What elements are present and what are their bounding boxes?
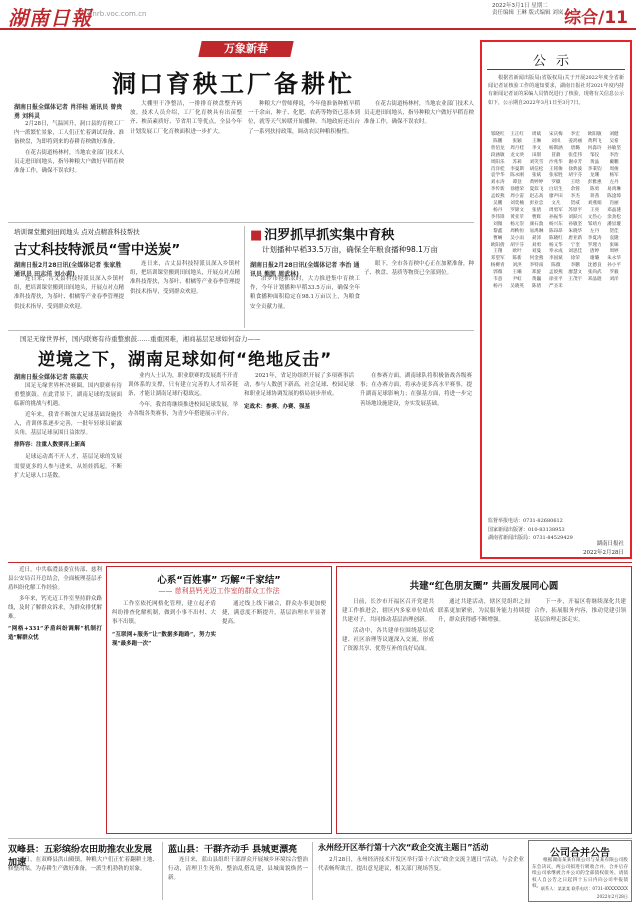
notice-name: 邹晓红 — [490, 132, 505, 137]
feature-col-3 — [244, 372, 354, 542]
notice-name: 张倩 — [531, 207, 542, 213]
notice-name: 王琳 — [531, 138, 542, 144]
box2-paragraph: 日前，长沙市开福区召开党建共建工作推进会，辖区内多家单位结成共建对子，共同推动基层治理创新。 — [342, 599, 434, 624]
notice-name: 胡信松 — [529, 166, 544, 172]
notice-name: 黄巍 — [531, 277, 542, 283]
notice-name: 李传新 — [490, 187, 505, 193]
notice-date: 2022年2月28日 — [583, 550, 624, 556]
notice-name: 罗锦文 — [510, 207, 524, 213]
tech-byline: 湖南日报2月28日讯(全媒体记者 张家胜 通讯员 田志洋 刘小莉) — [14, 262, 122, 278]
notice-name: 吴希 — [609, 138, 619, 144]
item4-body — [168, 856, 308, 900]
notice-name: 孟姣燕 — [490, 194, 505, 200]
notice-name: 谢卓芳 — [568, 159, 583, 165]
kicker-text: 万象新春 — [224, 42, 268, 55]
notice-name: 张颖 — [512, 138, 522, 144]
notice-name: 廖慧文 — [568, 270, 583, 276]
notice-name: 段涵敏 — [490, 152, 505, 158]
notice-name: 孟姣燕 — [548, 270, 563, 276]
notice-name: 徐德荣 — [510, 187, 524, 193]
notice-name: 沈德良 — [587, 263, 602, 269]
box2-headline: 共建“红色朋友圈” 共画发展同心圆 — [409, 581, 559, 592]
notice-name: 陈晓红 — [548, 235, 563, 241]
ad-title: 公司合并公告 — [550, 848, 610, 859]
notice-name: 龙珊 — [590, 173, 600, 179]
column-divider — [312, 842, 313, 900]
notice-name: 孙敏坚 — [568, 221, 583, 227]
notice-name: 杨丹 — [493, 207, 503, 213]
box2-paragraph: 活动中，各共建单位围绕基层党建、社区治理等议题深入交流，形成了资源共享、优势互补的良好局面。 — [342, 627, 434, 653]
notice-name: 陈鹏 — [493, 138, 503, 144]
box1-paragraph: 通过线上线下融合，群众办事更加便捷，满意度不断提升，基层治理水平显著提高。 — [222, 601, 326, 626]
tech-subhead: 培训课堂搬到田间地头 点对点精准科技帮扶 — [14, 228, 140, 236]
bottom-paragraph: 多年来，钙光迈工作室坚持群众路线，及时了解群众诉求，为群众排忧解难。 — [8, 595, 102, 621]
notice-name: 欧阳敏 — [587, 132, 602, 137]
notice-name: 邓晶琎 — [607, 207, 621, 213]
notice-name: 龙文泱 — [510, 152, 524, 158]
feature-paragraph: 今年，我省将继续推进校园足球发展，举办各级各类赛事，为青少年搭建展示平台。 — [128, 401, 239, 417]
notice-name: 邓晶琎 — [587, 277, 602, 283]
lead-col-2 — [130, 100, 242, 220]
tech-paragraph: 连日来，古丈县科技特派员深入乡镇村组，把培训课堂搬到田间地头，开展点对点精准科技帮扶，为茶叶、柑橘等产业春季管理提供技术指导，受到群众欢迎。 — [130, 261, 241, 295]
tech-col-1 — [14, 275, 124, 327]
notice-name: 刘跃兴 — [568, 214, 583, 220]
feature-paragraph: 业内人士认为，职业联赛的发展离不开青训体系的支撑，只有建立完善的人才培养链条，才能让湖南足球行稳致远。 — [128, 373, 239, 398]
notice-name: 欧阳倩 — [490, 242, 505, 248]
notice-name: 刘微 — [493, 221, 503, 227]
bottom-intro-col — [8, 566, 102, 836]
notice-name: 李杰 — [570, 194, 580, 200]
notice-name: 杨又华 — [548, 242, 563, 248]
luobang-col-1 — [250, 275, 360, 327]
notice-name: 李治 — [609, 152, 619, 158]
notice-name: 王翔 — [493, 249, 503, 255]
headline-accent-mark: ■ — [250, 228, 263, 243]
notice-name: 杨丹 — [493, 283, 503, 289]
feature-paragraph: 在参赛方面，湖南球队将积极备战各级赛事；在办赛方面，将承办更多高水平赛事，提升湖南足球影响力；在强基方面，将进一步完善场地设施建设，夯实发展基础。 — [360, 373, 472, 407]
name-list — [488, 132, 624, 512]
notice-name: 蒋茜 — [590, 194, 600, 200]
notice-name: 曹辉 — [531, 214, 542, 220]
notice-name: 杨元崇 — [510, 221, 524, 227]
notice-name: 李夏涛 — [587, 235, 602, 241]
issue-meta — [492, 3, 563, 17]
notice-name: 徐典波 — [568, 166, 583, 172]
contact-line: 湖南省新闻出版局：0731-84529429 — [488, 535, 573, 541]
lead-paragraph: 大棚里干净整洁，一排排育秧盘整齐码放。技术人员介绍，工厂化育秧具有出苗整齐、秧苗素质好、节省用工等优点，全县今年计划发展工厂化育秧面积进一步扩大。 — [130, 101, 242, 135]
item3-headline: 双峰县：五彩缤纷农田助推农业发展加速 — [8, 845, 153, 868]
box1-paragraph: 工作室依托网格化管理，建立起矛盾纠纷排查化解机制，做到小事不出村、大事不出镇。 — [112, 601, 216, 626]
section-divider — [8, 562, 632, 563]
notice-name: 苏原平 — [568, 207, 583, 213]
issue-date: 2022年3月1日 星期二 — [492, 3, 548, 9]
notice-name: 李鹏 — [570, 263, 580, 269]
notice-name: 王正红 — [510, 132, 524, 137]
newspaper-logo: 湖南日報 — [8, 6, 92, 30]
notice-name: 戴鹏 — [609, 159, 619, 165]
lead-paragraph: 种粮大户曾师傅说，今年他准备种植早稻一千余亩，种子、化肥、农药等物资已基本到位，就等天气转暖开始播种。当地政府还出台了一系列扶持政策，调动农民种粮积极性。 — [248, 101, 360, 135]
notice-name: 王亮 — [590, 207, 600, 213]
luobang-col-2 — [364, 260, 474, 327]
feature-section-head: 排阵容：注重人数要再上新高 — [14, 442, 86, 449]
lead-col-4 — [364, 100, 474, 220]
feature-headline: 逆境之下，湖南足球如何“绝地反击” — [38, 350, 333, 370]
notice-name: 宁奎 — [570, 242, 580, 248]
notice-org: 湖南日报社 — [596, 541, 624, 547]
newspaper-url: hnrb.voc.com.cn — [88, 10, 147, 18]
notice-name: 刘思佳 — [568, 249, 583, 255]
notice-name: 胡宇芬 — [568, 173, 583, 179]
notice-name: 杨军 — [609, 173, 619, 179]
box1-col-1 — [112, 600, 216, 830]
notice-name: 罗徽 — [551, 180, 561, 186]
item5-paragraph: 2月28日，永州经济技术开发区举行第十六次“政企交流主题日”活动，与会企业代表畅所欲言，提出意见建议，相关部门现场答复。 — [318, 857, 524, 873]
notice-name: 沙兆华 — [548, 159, 563, 165]
item4-headline: 蓝山县：干群齐动手 县城更漂亮 — [168, 845, 298, 855]
notice-name: 黎鑫 — [493, 228, 503, 234]
notice-name: 田甜 — [531, 152, 542, 158]
notice-name: 王晗 — [570, 180, 580, 186]
lead-paragraph: 2月28日，气温回升，洞口县的育秧工厂内一派繁忙景象，工人们正忙着调试设备、准备秧盘，为即将到来的春耕育秧做好准备。 — [14, 121, 125, 146]
item5-headline: 永州经开区举行第十六次“政企交流主题日”活动 — [318, 843, 489, 852]
notice-name: 袁学华 — [490, 173, 505, 179]
notice-name: 刘笑雪 — [529, 159, 544, 165]
notice-name: 刘健 — [609, 132, 619, 137]
box1-headline: 心系“百姓事” 巧解“千家结” — [157, 575, 281, 586]
notice-name: 余劲松 — [607, 214, 621, 220]
luobang-subhead: 计划播种早稻33.5万亩，确保全年粮食播种98.1万亩 — [262, 245, 438, 254]
notice-name: 周俊 — [609, 166, 619, 172]
masthead — [0, 0, 636, 30]
notice-name: 徐荣 — [570, 256, 580, 262]
notice-name: 苏莉 — [512, 159, 522, 165]
notice-name: 刘洋 — [609, 277, 619, 283]
feature-byline: 湖南日报全媒体记者 陈嘉庆 — [14, 374, 89, 381]
feature-col-2 — [128, 372, 238, 542]
notice-name: 何淼玲 — [587, 145, 602, 151]
notice-name: 郑旋 — [531, 270, 542, 276]
notice-rule — [487, 69, 625, 70]
notice-name: 刘洪 — [512, 263, 522, 269]
public-notice — [480, 40, 632, 559]
notice-name: 韦意 — [493, 277, 503, 283]
notice-name: 刘曼 — [531, 249, 542, 255]
item3-paragraph: 近日，在双峰县洪山殿镇，种粮大户们正忙着翻耕土地、修整沟渠，为春耕生产做好准备，一派生机勃勃的景象。 — [8, 857, 158, 873]
notice-name: 彭业忠 — [529, 201, 544, 207]
notice-name: 王曦 — [512, 270, 522, 276]
notice-name: 肖洋桂 — [490, 166, 505, 172]
lead-headline: 洞口育秧工厂备耕忙 — [112, 70, 355, 98]
notice-name: 王茂宇 — [568, 277, 583, 283]
ad-paragraph: 根据湖南某某有限公司与某某有限公司股东会决议，两公司拟进行吸收合并，合并后存续公司承继被合并公司的全部债权债务。请债权人自公告之日起四十五日内向公司申报债权。 — [532, 858, 628, 889]
notice-name: 易禹琳 — [607, 187, 621, 193]
notice-name: 唐璐 — [570, 145, 580, 151]
section-label: 综合/11 — [564, 8, 628, 28]
notice-name: 李秉钧 — [587, 166, 602, 172]
notice-name: 刘勇 — [531, 242, 542, 248]
notice-name: 唐亚新 — [568, 235, 583, 241]
feature-col-4 — [360, 372, 472, 542]
notice-name: 李宏 — [570, 132, 580, 137]
notice-name: 杨兴东 — [548, 221, 563, 227]
notice-name: 刘燕娟 — [587, 201, 602, 207]
notice-name: 聂沛 — [531, 235, 542, 241]
notice-name: 李国斌 — [548, 256, 563, 262]
section-divider — [8, 838, 632, 839]
box2-col-1 — [342, 598, 434, 830]
notice-name: 陈薇 — [551, 263, 561, 269]
notice-name: 孙小平 — [607, 263, 621, 269]
notice-name: 黄利飞 — [587, 138, 602, 144]
ad-contact — [532, 885, 628, 900]
notice-name: 杨柳青 — [490, 263, 505, 269]
notice-name: 彭雅惠 — [587, 180, 602, 186]
notice-name: 周小雷 — [510, 194, 524, 200]
tech-headline: 古丈科技特派员“雪中送炭” — [14, 242, 181, 258]
notice-name: 邓望军 — [490, 256, 505, 262]
lead-paragraph: 在花古街道杨林村，当地农业部门技术人员走进田间地头，指导种粮大户做好早稻育秧准备工作，确保不误农时。 — [364, 101, 475, 126]
luobang-headline — [250, 224, 394, 243]
tech-paragraph: 连日来，古丈县科技特派员深入乡镇村组，把培训课堂搬到田间地头，开展点对点精准科技帮扶，为茶叶、柑橘等产业春季管理提供技术指导，受到群众欢迎。 — [14, 276, 125, 310]
luobang-byline: 湖南日报2月28日讯(全媒体记者 李治 通讯员 熊凯 周武林) — [250, 262, 360, 278]
notice-name: 余蓉 — [570, 187, 580, 193]
notice-name: 黄婷婷 — [529, 180, 544, 186]
notice-name: 黄亚苹 — [510, 214, 524, 220]
feature-paragraph: 2021年，省足协组织开展了多项赛事活动，参与人数创下新高，社会足球、校园足球和职业足球协调发展的格局初步形成。 — [244, 373, 355, 398]
luobang-paragraph: 汨罗市抢抓农时，大力推进集中育秧工作，今年计划播种早稻33.5万亩，确保全年粮食播种面积稳定在98.1万亩以上，为粮食安全贡献力量。 — [250, 276, 360, 310]
notice-name: 陈昂昂 — [548, 228, 563, 234]
notice-name: 白培生 — [548, 187, 563, 193]
feature-col-1 — [14, 382, 122, 542]
notice-name: 朱晓华 — [568, 228, 583, 234]
notice-intro: 根据省新闻出版局(省版权局)关于开展2022年度全省新闻记者证核验工作的通知要求，湖南日报社对2021年度内持有新闻记者证的采编人员情况进行了核验，现将有关信息公示如下，公示期自2022年3月1日至3月7日。 — [488, 75, 624, 106]
notice-name: 贺佳 — [609, 228, 619, 234]
notice-name: 刘岚 — [551, 138, 561, 144]
notice-name: 左丹 — [609, 180, 619, 186]
notice-name: 陈新 — [512, 256, 522, 262]
editor-line: 责任编辑 王琳 版式编辑 刘岚 — [492, 10, 564, 16]
notice-name: 李文 — [531, 145, 542, 151]
notice-name: 周帙恒 — [510, 228, 524, 234]
notice-name: 李曼斯 — [510, 166, 524, 172]
contact-line: 国家新闻出版署：010-83138953 — [488, 526, 565, 533]
box2-paragraph: 通过共建活动，辖区党组织之间联系更加紧密，为民服务能力持续提升，群众获得感不断增强。 — [438, 599, 530, 624]
lead-col-1 — [14, 120, 124, 220]
notice-name: 罗理力 — [587, 242, 602, 248]
notice-name: 欧叶 — [512, 249, 522, 255]
notice-name: 廖声田 — [548, 194, 563, 200]
box2-col-2 — [438, 598, 530, 830]
notice-name: 张咪 — [609, 242, 619, 248]
notice-name: 邹靖方 — [587, 221, 602, 227]
feature-paragraph: 近年来，我省不断加大足球基础设施投入，青训体系逐步完善，一批年轻球员崭露头角，基层足球氛围日益浓厚。 — [14, 411, 122, 437]
notice-name: 李特南 — [529, 263, 544, 269]
notice-name: 宋庆梅 — [548, 132, 563, 137]
notice-name: 周月桂 — [510, 145, 524, 151]
notice-name: 徐亚平 — [548, 277, 563, 283]
notice-name: 吴鹏 — [493, 201, 503, 207]
notice-name: 杨斯涵 — [548, 145, 563, 151]
luobang-paragraph: 眼下，全市各育秧中心正在加紧准备，种子、秧盘、基质等物资已全部到位。 — [364, 261, 475, 277]
notice-name: 颜石敦 — [529, 221, 544, 227]
notice-name: 孙敏坚 — [607, 145, 621, 151]
kicker-banner — [198, 41, 293, 57]
notice-name: 谢璐 — [590, 256, 600, 262]
notice-title: 公示 — [532, 54, 579, 69]
item4-paragraph: 连日来，蓝山县组织干部群众开展城乡环境综合整治行动，清理卫生死角，整治乱搭乱建，县城面貌焕然一新。 — [168, 857, 308, 882]
column-divider — [244, 226, 245, 328]
notice-name: 朱永华 — [607, 256, 621, 262]
notice-name: 周婷 — [609, 249, 619, 255]
notice-name: 姜鸿丽 — [568, 138, 583, 144]
notice-name: 张家胜 — [548, 173, 563, 179]
notice-name: 周阳乐 — [490, 159, 505, 165]
notice-name: 文凡 — [551, 201, 561, 207]
feature-paragraph: 国足无缘世界杯决赛圈，国内联赛有待重整旗鼓。在此背景下，湖南足球的发展面临新的挑战与机遇。 — [14, 383, 122, 408]
notice-name: 张斌 — [531, 173, 542, 179]
feature-subhead: 国足无缘世界杯，国内联赛有待重整旗鼓……重重困难，湘商基层足球如何奋力—— — [20, 335, 261, 343]
notice-name: 曾佰龙 — [490, 145, 505, 151]
tech-col-2 — [130, 260, 240, 327]
box1-section-head: “互联网+服务”让“数据多跑路”，努力实现“最多跑一次” — [112, 631, 216, 647]
lead-col-3 — [248, 100, 360, 220]
notice-name: 刘奕楠 — [510, 201, 524, 207]
notice-name: 陈永刚 — [510, 173, 524, 179]
notice-name: 胡宇芬 — [510, 242, 524, 248]
notice-name: 周斌 — [531, 132, 542, 137]
column-divider — [8, 222, 474, 223]
notice-name: 易禹琳 — [529, 228, 544, 234]
notice-name: 唐婷 — [590, 249, 600, 255]
luobang-headline-text: 汨罗抓早抓实集中育秧 — [264, 228, 395, 243]
notice-name: 张佳伟 — [568, 152, 583, 158]
notice-name: 贺威 — [570, 201, 580, 207]
notice-name: 冒蕞 — [551, 152, 561, 158]
notice-name: 周勇军 — [548, 207, 563, 213]
notice-name: 左丹 — [590, 228, 600, 234]
lead-paragraph: 在花古街道杨林村，当地农业部门技术人员走进田间地头，指导种粮大户做好早稻育秧准备工作，确保不误农时。 — [14, 149, 125, 175]
notice-name: 夏似飞 — [529, 187, 544, 193]
notice-name: 奉永成 — [548, 249, 563, 255]
notice-name: 尹虹 — [512, 277, 522, 283]
notice-name: 谭登 — [512, 180, 522, 186]
box1-subhead: —— 慈利县钙光迈工作室的群众工作法 — [158, 587, 280, 595]
contact-line: 监督举报电话：0731-82680612 — [488, 518, 563, 524]
feature-section-head: 定战术：参赛、办赛、强基 — [244, 403, 311, 410]
notice-name: 何金燕 — [529, 256, 544, 262]
ad-contact-line: 联系人：某某某 联系电话：0731-8XXXXXXX — [540, 886, 628, 891]
notice-name: 袁隆 — [609, 235, 619, 241]
notice-name: 肖丽 — [609, 201, 619, 207]
notice-name: 邹仪 — [590, 152, 600, 158]
box2-col-3 — [534, 598, 626, 830]
notice-name: 曹娴 — [493, 235, 503, 241]
notice-name: 刘永涛 — [490, 180, 505, 186]
box1-col-2 — [222, 600, 326, 830]
notice-name: 吴小雨 — [510, 235, 524, 241]
notice-name: 陈勇 — [590, 187, 600, 193]
notice-name: 陈倩 — [531, 283, 542, 289]
notice-name: 吴晓英 — [510, 283, 524, 289]
notice-name: 郭薇 — [493, 270, 503, 276]
feature-paragraph: 足球运动离不开人才，基层足球的发展需要更多的人参与进来，从娃娃抓起，不断扩大足球人口基数。 — [14, 454, 122, 479]
notice-name: 李伟锋 — [490, 214, 505, 220]
notice-name: 潘显璇 — [607, 221, 621, 227]
notice-name: 张尚武 — [587, 270, 602, 276]
column-divider — [162, 842, 163, 900]
notice-name: 陈淦璋 — [607, 194, 621, 200]
notice-name: 孙振华 — [548, 214, 563, 220]
notice-name: 文热心 — [587, 214, 602, 220]
ad-date: 2022年2月28日 — [596, 893, 628, 899]
lead-byline: 湖南日报全媒体记者 肖洋桂 通讯员 曾贵勇 刘科灵 — [14, 104, 123, 120]
item5-body — [318, 856, 524, 900]
notice-name: 严圣禾 — [548, 283, 563, 289]
notice-name: 王铭俊 — [548, 166, 563, 172]
bottom-section-head: “网格+331”矛盾纠纷调解“机制打造”解群众忧 — [8, 626, 102, 642]
column-divider — [8, 330, 474, 331]
notice-name: 赵志高 — [529, 194, 544, 200]
notice-name: 罗毅 — [609, 270, 619, 276]
bottom-paragraph: 近日，中共临澧县委宣传部、慈利县公安局召开总结会，全面梳理基层矛盾纠纷化解工作经验。 — [8, 567, 102, 592]
box2-paragraph: 下一步，开福区将继续深化共建合作，拓展服务内容，推动党建引领基层治理走深走实。 — [534, 599, 626, 624]
item3-body — [8, 856, 158, 900]
notice-name: 黄晶 — [590, 159, 600, 165]
